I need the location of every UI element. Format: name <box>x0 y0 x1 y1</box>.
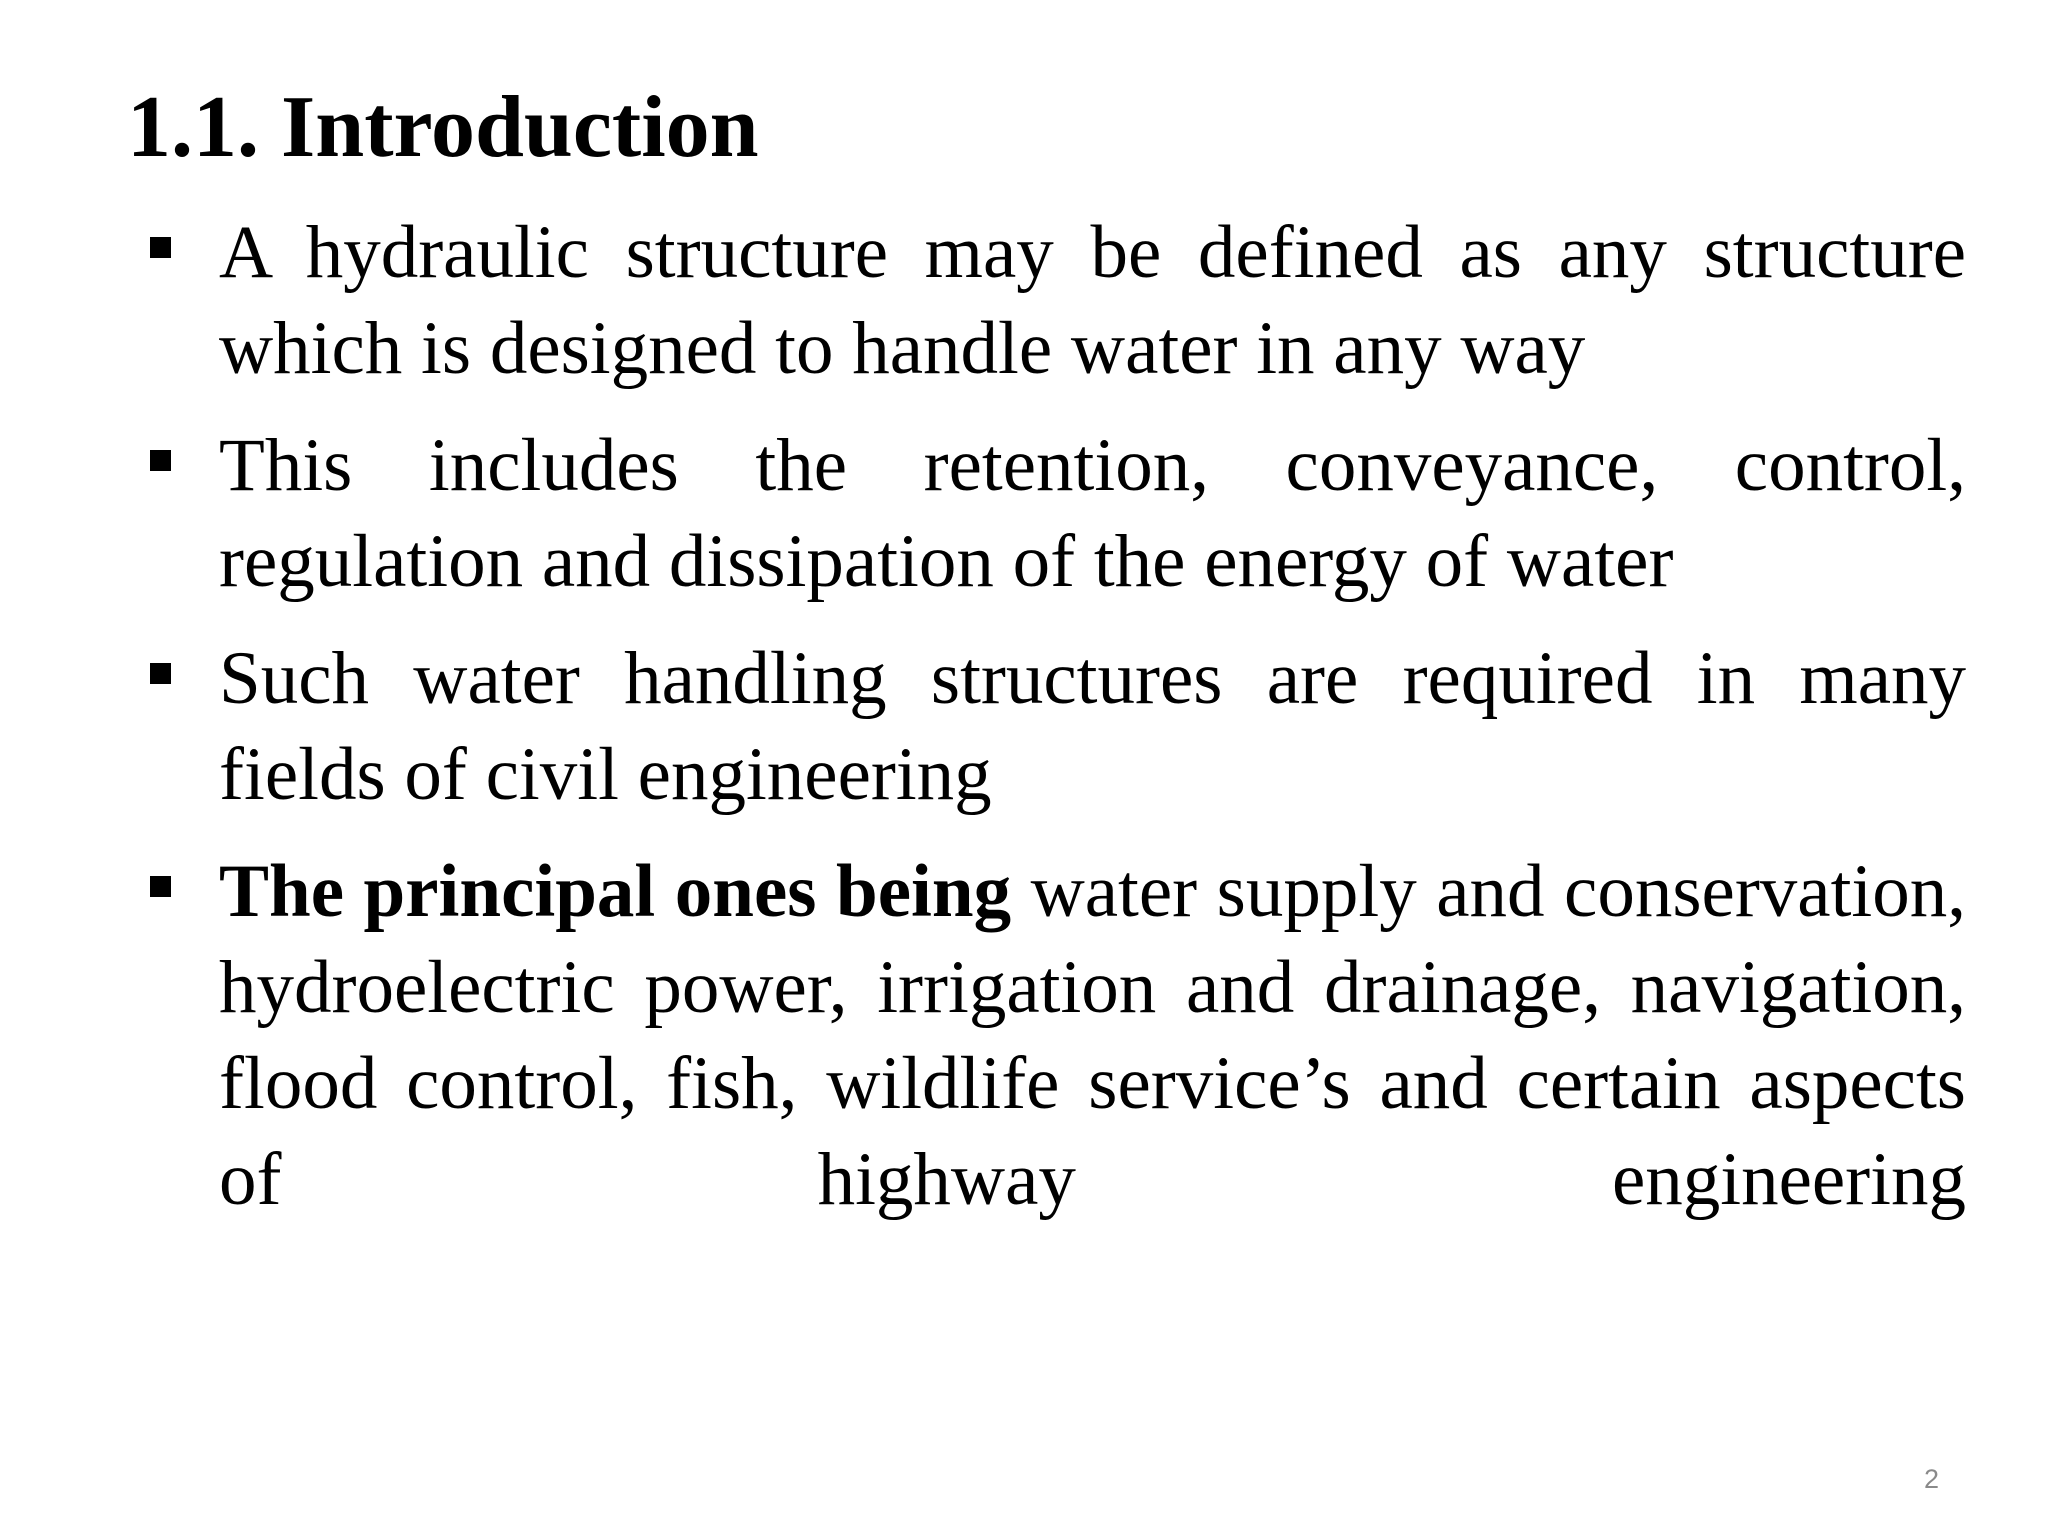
bullet-text: A hydraulic structure may be defined as any structure which is designed to handle water in any way <box>219 211 1966 390</box>
bullet-item-structure-definition <box>144 205 1966 397</box>
bullet-text: Such water handling structures are required in many fields of civil engineering <box>219 637 1966 816</box>
bullet-item-functions <box>144 418 1966 610</box>
bullet-item-principal-uses <box>144 844 1966 1228</box>
bullet-text: This includes the retention, conveyance, control, regulation and dissipation of the energy of water <box>219 424 1966 603</box>
bullet-item-fields <box>144 631 1966 823</box>
bullet-bold-lead: The principal ones being <box>219 850 1012 933</box>
bullet-text: water supply and conservation, hydroelectric power, irrigation and drainage, navigation, flood control, fish, wildlife service’s and certain aspects of highway engineering <box>219 850 1967 1221</box>
slide-title: 1.1. Introduction <box>127 79 759 176</box>
square-bullet-icon <box>150 663 171 684</box>
bullet-list <box>144 205 1966 1249</box>
square-bullet-icon <box>150 876 171 897</box>
square-bullet-icon <box>150 450 171 471</box>
page-number: 2 <box>1923 1464 1939 1494</box>
square-bullet-icon <box>150 237 171 258</box>
